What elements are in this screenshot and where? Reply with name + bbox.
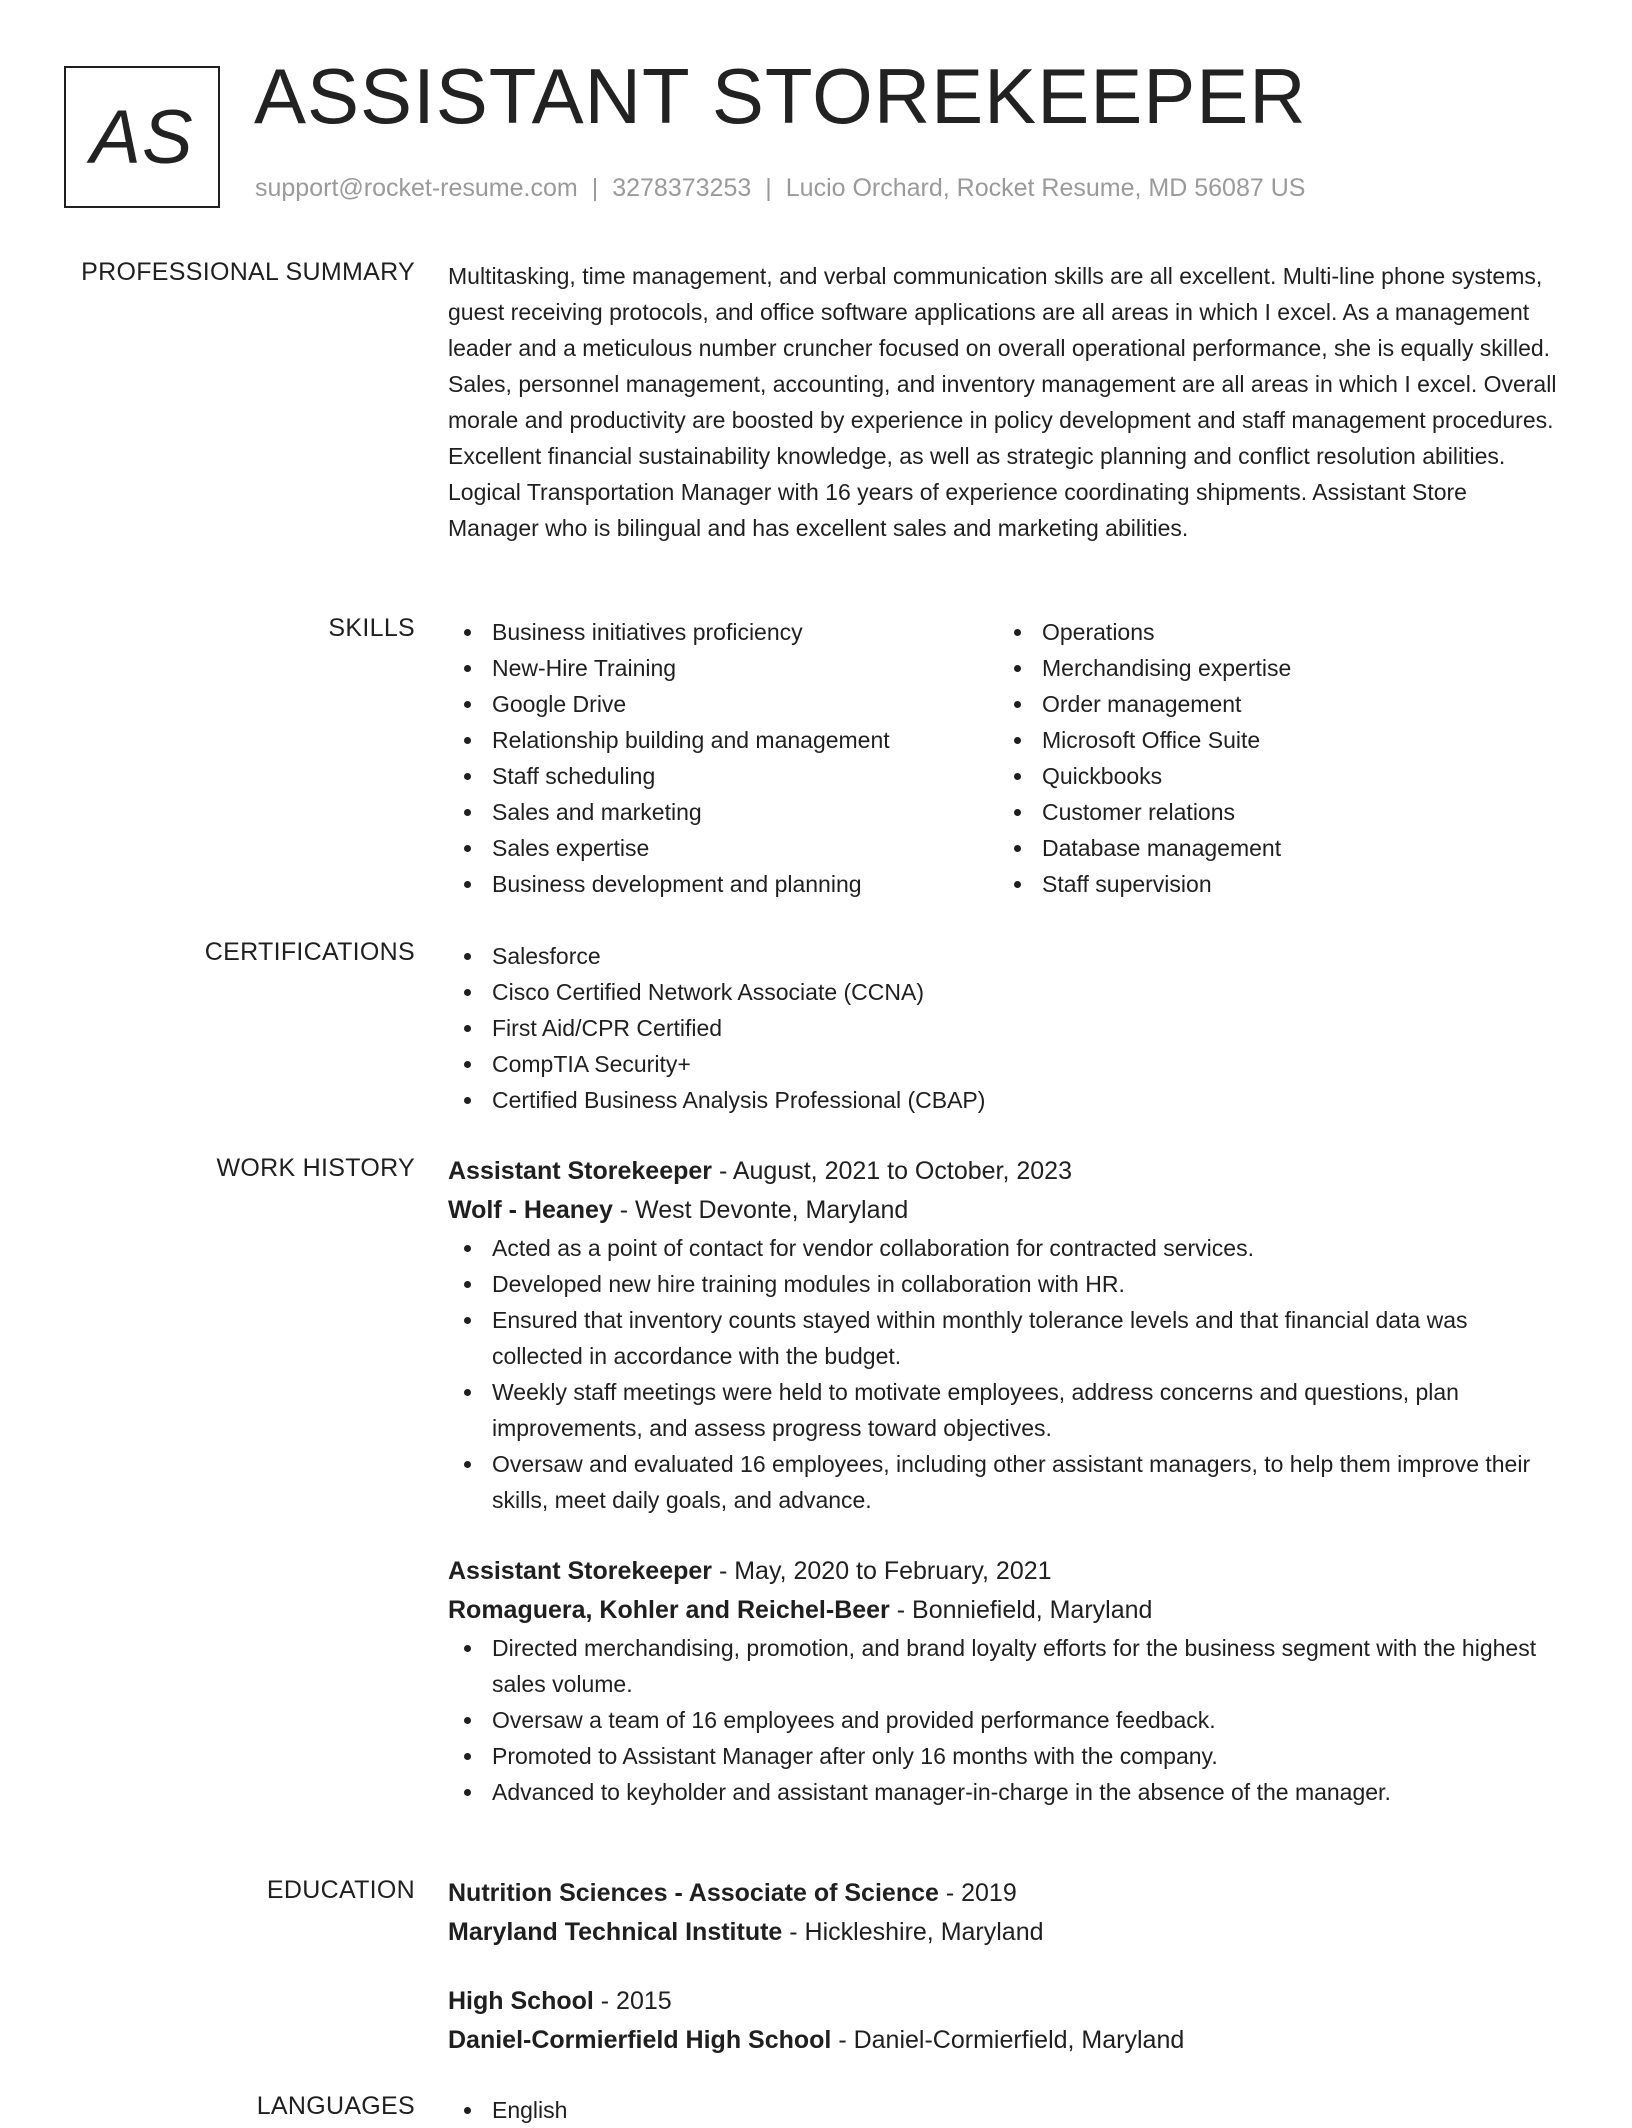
list-item: Sales and marketing — [448, 794, 998, 830]
section-label-summary: PROFESSIONAL SUMMARY — [81, 258, 415, 286]
list-item: New-Hire Training — [448, 650, 998, 686]
job-title-line — [448, 1552, 1563, 1591]
education-school: Maryland Technical Institute — [448, 1918, 783, 1946]
education-entry — [448, 1982, 1563, 2060]
contact-phone: 3278373253 — [612, 174, 752, 202]
list-item: Acted as a point of contact for vendor collaboration for contracted services. — [448, 1230, 1563, 1266]
list-item: Certified Business Analysis Professional (CBAP) — [448, 1082, 1563, 1118]
job-company-line — [448, 1591, 1563, 1630]
job-dates: - August, 2021 to October, 2023 — [712, 1157, 1072, 1185]
section-label-certifications: CERTIFICATIONS — [204, 938, 415, 966]
list-item: Google Drive — [448, 686, 998, 722]
education-location: - Hickleshire, Maryland — [782, 1918, 1044, 1946]
list-item: Weekly staff meetings were held to motivate employees, address concerns and questions, plan improvements, and assess progress toward objectives. — [448, 1374, 1563, 1446]
job-duties-list — [448, 1630, 1563, 1810]
list-item: Operations — [998, 614, 1548, 650]
list-item: Directed merchandising, promotion, and brand loyalty efforts for the business segment with the highest sales volume. — [448, 1630, 1563, 1702]
section-label-work: WORK HISTORY — [216, 1154, 415, 1182]
monogram-badge: AS — [64, 66, 220, 208]
certifications-list — [448, 938, 1563, 1118]
education-degree-line — [448, 1874, 1563, 1913]
job-title-line — [448, 1152, 1563, 1191]
education-degree-line — [448, 1982, 1563, 2021]
list-item: Quickbooks — [998, 758, 1548, 794]
list-item: Microsoft Office Suite — [998, 722, 1548, 758]
contact-separator: | — [591, 174, 599, 202]
education-location: - Daniel-Cormierfield, Maryland — [831, 2026, 1185, 2054]
skills-list-left — [448, 614, 998, 902]
skills-list-right — [998, 614, 1548, 902]
job-company-line — [448, 1191, 1563, 1230]
list-item: Staff supervision — [998, 866, 1548, 902]
list-item: Developed new hire training modules in collaboration with HR. — [448, 1266, 1563, 1302]
job-company: Wolf - Heaney — [448, 1196, 613, 1224]
education-degree: High School — [448, 1987, 594, 2015]
job-location: - West Devonte, Maryland — [612, 1196, 909, 1224]
list-item: Staff scheduling — [448, 758, 998, 794]
section-label-languages: LANGUAGES — [256, 2092, 415, 2120]
job-duties-list — [448, 1230, 1563, 1518]
list-item: Order management — [998, 686, 1548, 722]
list-item: Business development and planning — [448, 866, 998, 902]
list-item: Merchandising expertise — [998, 650, 1548, 686]
education-school: Daniel-Cormierfield High School — [448, 2026, 832, 2054]
job-entry — [448, 1552, 1563, 1810]
summary-text: Multitasking, time management, and verbal communication skills are all excellent. Multi-line phone systems, guest receiving protocols, and office software applications are all areas in which I excel. As a management leader and a meticulous number cruncher focused on overall operational performance, she is equally skilled. Sales, personnel management, accounting, and inventory management are all areas in which I excel. Overall morale and productivity are boosted by experience in policy development and staff management procedures. Excellent financial sustainability knowledge, as well as strategic planning and conflict resolution abilities. Logical Transportation Manager with 16 years of experience coordinating shipments. Assistant Store Manager who is bilingual and has excellent sales and marketing abilities. — [448, 263, 1557, 541]
list-item: First Aid/CPR Certified — [448, 1010, 1563, 1046]
education-year: - 2015 — [593, 1987, 672, 2015]
list-item: Oversaw a team of 16 employees and provided performance feedback. — [448, 1702, 1563, 1738]
education-school-line — [448, 1913, 1563, 1952]
contact-email[interactable]: support@rocket-resume.com — [255, 174, 578, 202]
list-item: CompTIA Security+ — [448, 1046, 1563, 1082]
education-entry — [448, 1874, 1563, 1952]
job-location: - Bonniefield, Maryland — [889, 1596, 1153, 1624]
list-item: Sales expertise — [448, 830, 998, 866]
education-degree: Nutrition Sciences - Associate of Science — [448, 1879, 939, 1907]
section-label-education: EDUCATION — [266, 1876, 415, 1904]
job-entry — [448, 1152, 1563, 1518]
list-item: Advanced to keyholder and assistant manager-in-charge in the absence of the manager. — [448, 1774, 1563, 1810]
list-item: Salesforce — [448, 938, 1563, 974]
job-company: Romaguera, Kohler and Reichel-Beer — [448, 1596, 890, 1624]
list-item: English — [448, 2092, 1563, 2128]
list-item: Business initiatives proficiency — [448, 614, 998, 650]
list-item: Ensured that inventory counts stayed within monthly tolerance levels and that financial data was collected in accordance with the budget. — [448, 1302, 1563, 1374]
job-title: Assistant Storekeeper — [448, 1157, 713, 1185]
contact-line — [255, 174, 1305, 203]
job-title: Assistant Storekeeper — [448, 1557, 713, 1585]
list-item: Database management — [998, 830, 1548, 866]
education-year: - 2019 — [938, 1879, 1017, 1907]
languages-list — [448, 2092, 1563, 2128]
contact-address: Lucio Orchard, Rocket Resume, MD 56087 US — [785, 174, 1306, 202]
section-label-skills: SKILLS — [328, 614, 415, 642]
list-item: Relationship building and management — [448, 722, 998, 758]
contact-separator: | — [765, 174, 772, 202]
list-item: Promoted to Assistant Manager after only 16 months with the company. — [448, 1738, 1563, 1774]
education-school-line — [448, 2021, 1563, 2060]
resume-title: ASSISTANT STOREKEEPER — [254, 52, 1307, 140]
list-item: Customer relations — [998, 794, 1548, 830]
list-item: Cisco Certified Network Associate (CCNA) — [448, 974, 1563, 1010]
job-dates: - May, 2020 to February, 2021 — [712, 1557, 1052, 1585]
list-item: Oversaw and evaluated 16 employees, including other assistant managers, to help them improve their skills, meet daily goals, and advance. — [448, 1446, 1563, 1518]
